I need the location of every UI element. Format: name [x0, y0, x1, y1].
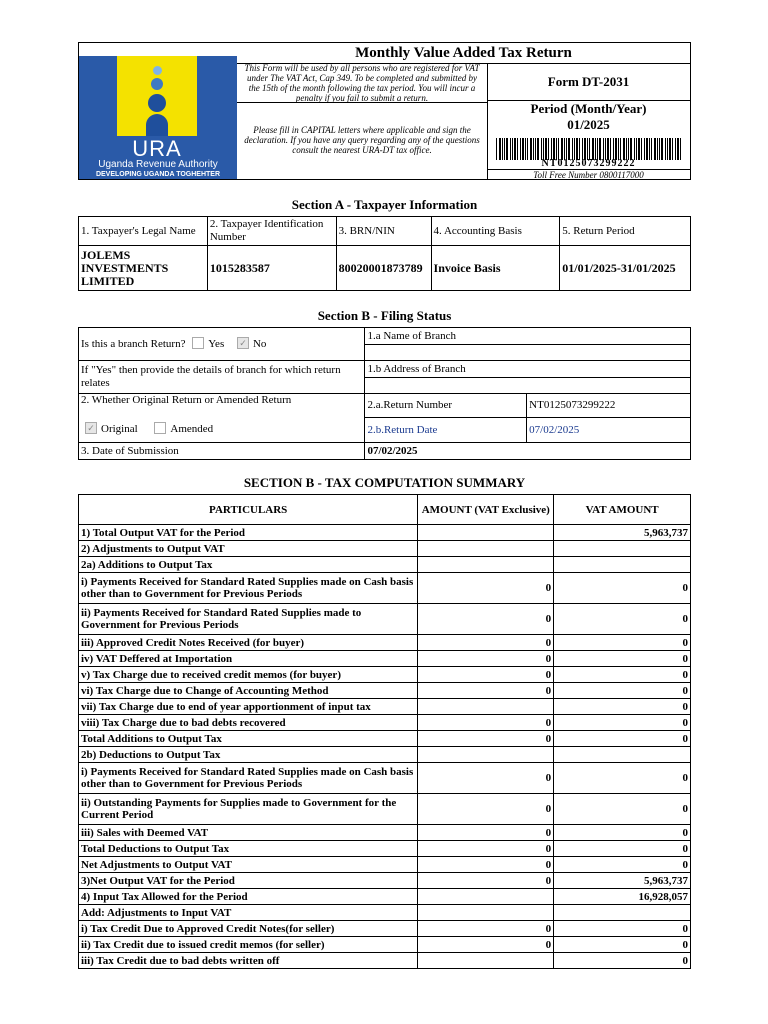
name-of-branch-label: 1.a Name of Branch	[365, 328, 691, 345]
row-particular: 4) Input Tax Allowed for the Period	[79, 889, 418, 905]
table-row	[79, 651, 691, 667]
table-row	[79, 604, 691, 635]
branch-question-cell	[79, 328, 365, 361]
period-value: 01/2025	[567, 117, 610, 132]
table-row	[79, 873, 691, 889]
no-checkbox[interactable]: ✓	[237, 337, 249, 349]
table-row	[79, 683, 691, 699]
filing-status-table	[78, 327, 691, 460]
table-row	[79, 921, 691, 937]
no-label: No	[252, 337, 267, 350]
row-amount: 0	[418, 683, 554, 699]
tax-computation-title: SECTION B - TAX COMPUTATION SUMMARY	[243, 475, 526, 490]
row-amount: 0	[418, 763, 554, 794]
row-particular: iii) Approved Credit Notes Received (for buyer)	[79, 635, 418, 651]
header-legal-name: 1. Taxpayer's Legal Name	[79, 217, 208, 246]
value-legal-name: JOLEMS INVESTMENTS LIMITED	[79, 246, 208, 291]
row-amount	[418, 525, 554, 541]
row-vat-amount: 0	[554, 953, 691, 969]
col-vat-amount: VAT AMOUNT	[554, 495, 691, 525]
table-row	[79, 715, 691, 731]
row-vat-amount: 0	[554, 604, 691, 635]
row-vat-amount: 0	[554, 699, 691, 715]
logo-text: URA	[132, 136, 182, 161]
row-vat-amount: 16,928,057	[554, 889, 691, 905]
row-amount	[418, 747, 554, 763]
row-particular: iii) Sales with Deemed VAT	[79, 825, 418, 841]
table-row	[79, 937, 691, 953]
row-vat-amount: 0	[554, 635, 691, 651]
row-particular: i) Tax Credit Due to Approved Credit Notes(for seller)	[79, 921, 418, 937]
row-particular: ii) Tax Credit due to issued credit memos (for seller)	[79, 937, 418, 953]
original-amended-cell	[79, 394, 365, 443]
row-vat-amount: 5,963,737	[554, 525, 691, 541]
row-vat-amount: 5,963,737	[554, 873, 691, 889]
section-b-title: Section B - Filing Status	[317, 308, 452, 323]
section-a-title: Section A - Taxpayer Information	[291, 197, 478, 212]
row-vat-amount: 0	[554, 921, 691, 937]
table-row	[79, 953, 691, 969]
row-amount: 0	[418, 651, 554, 667]
tax-rows	[79, 525, 691, 969]
name-of-branch-field[interactable]	[365, 345, 691, 361]
row-particular: Total Deductions to Output Tax	[79, 841, 418, 857]
row-amount	[418, 953, 554, 969]
table-row	[79, 857, 691, 873]
divider	[237, 102, 487, 103]
table-row	[79, 635, 691, 651]
branch-details-prompt: If "Yes" then provide the details of branch for which return relates	[79, 361, 365, 394]
row-particular: 2a) Additions to Output Tax	[79, 557, 418, 573]
taxpayer-info-table	[78, 216, 691, 291]
row-vat-amount: 0	[554, 651, 691, 667]
row-particular: ii) Payments Received for Standard Rated Supplies made to Government for Previous Periods	[79, 604, 418, 635]
table-row	[79, 841, 691, 857]
tax-computation-table	[78, 494, 691, 969]
col-particulars: PARTICULARS	[79, 495, 418, 525]
row-particular: vi) Tax Charge due to Change of Accounting Method	[79, 683, 418, 699]
row-amount: 0	[418, 937, 554, 953]
instruction-note-1: This Form will be used by all persons who are registered for VAT under The VAT Act, Cap 349. To be completed and submitted by the 15th of the month following the tax period. You will incur a penalty if you fail to submit a return.	[244, 63, 480, 103]
row-amount: 0	[418, 921, 554, 937]
row-vat-amount: 0	[554, 794, 691, 825]
row-vat-amount: 0	[554, 683, 691, 699]
row-amount: 0	[418, 715, 554, 731]
value-return-period: 01/01/2025-31/01/2025	[560, 246, 691, 291]
row-amount	[418, 905, 554, 921]
value-brn-nin: 80020001873789	[336, 246, 431, 291]
row-vat-amount: 0	[554, 857, 691, 873]
return-number-label: 2.a.Return Number	[365, 394, 527, 418]
row-amount: 0	[418, 731, 554, 747]
instruction-note-2: Please fill in CAPITAL letters where applicable and sign the declaration. If you have any query regarding any of the questions consult the nearest URA-DT tax office.	[244, 125, 480, 155]
authority-name: Uganda Revenue Authority	[98, 159, 218, 170]
row-vat-amount	[554, 557, 691, 573]
form-header	[78, 42, 691, 180]
logo-yellow-panel	[117, 56, 197, 136]
header-accounting-basis: 4. Accounting Basis	[431, 217, 560, 246]
row-particular: ii) Outstanding Payments for Supplies made to Government for the Current Period	[79, 794, 418, 825]
branch-question: Is this a branch Return?	[81, 337, 186, 350]
row-amount	[418, 889, 554, 905]
form-number: Form DT-2031	[487, 63, 690, 101]
value-tin: 1015283587	[207, 246, 336, 291]
row-vat-amount	[554, 541, 691, 557]
row-particular: iv) VAT Deffered at Importation	[79, 651, 418, 667]
date-of-submission-value: 07/02/2025	[365, 443, 691, 460]
row-amount: 0	[418, 857, 554, 873]
barcode	[496, 138, 682, 160]
row-vat-amount: 0	[554, 573, 691, 604]
toll-free-number: Toll Free Number 0800117000	[487, 169, 690, 180]
row-particular: 2) Adjustments to Output VAT	[79, 541, 418, 557]
row-amount: 0	[418, 841, 554, 857]
table-row	[79, 573, 691, 604]
address-of-branch-field[interactable]	[365, 378, 691, 394]
header-brn-nin: 3. BRN/NIN	[336, 217, 431, 246]
row-vat-amount: 0	[554, 731, 691, 747]
row-particular: Add: Adjustments to Input VAT	[79, 905, 418, 921]
original-label: Original	[101, 423, 138, 435]
table-row	[79, 667, 691, 683]
row-particular: 3)Net Output VAT for the Period	[79, 873, 418, 889]
amended-checkbox[interactable]	[154, 422, 166, 434]
row-particular: v) Tax Charge due to received credit memos (for buyer)	[79, 667, 418, 683]
return-date-value: 07/02/2025	[527, 418, 691, 443]
amended-label: Amended	[170, 423, 214, 435]
original-amended-question: 2. Whether Original Return or Amended Return	[81, 394, 292, 406]
form-instructions	[237, 63, 488, 179]
row-particular: vii) Tax Charge due to end of year apportionment of input tax	[79, 699, 418, 715]
row-particular: 2b) Deductions to Output Tax	[79, 747, 418, 763]
row-particular: i) Payments Received for Standard Rated Supplies made on Cash basis other than to Government for Previous Periods	[79, 573, 418, 604]
row-particular: iii) Tax Credit due to bad debts written off	[79, 953, 418, 969]
return-date-label: 2.b.Return Date	[365, 418, 527, 443]
header-tin: 2. Taxpayer Identification Number	[207, 217, 336, 246]
row-vat-amount: 0	[554, 715, 691, 731]
row-vat-amount: 0	[554, 841, 691, 857]
table-row	[79, 763, 691, 794]
return-number-value: NT0125073299222	[527, 394, 691, 418]
row-vat-amount: 0	[554, 667, 691, 683]
authority-slogan: DEVELOPING UGANDA TOGHEHTER	[95, 171, 221, 178]
form-title: Monthly Value Added Tax Return	[237, 43, 690, 64]
original-checkbox[interactable]: ✓	[85, 422, 97, 434]
table-row	[79, 794, 691, 825]
row-particular: Total Additions to Output Tax	[79, 731, 418, 747]
col-amount: AMOUNT (VAT Exclusive)	[418, 495, 554, 525]
value-accounting-basis: Invoice Basis	[431, 246, 560, 291]
table-row	[79, 825, 691, 841]
row-particular: viii) Tax Charge due to bad debts recovered	[79, 715, 418, 731]
row-amount: 0	[418, 873, 554, 889]
period-label: Period (Month/Year)	[530, 101, 647, 116]
row-amount: 0	[418, 573, 554, 604]
date-of-submission-label: 3. Date of Submission	[79, 443, 365, 460]
row-amount	[418, 557, 554, 573]
header-return-period: 5. Return Period	[560, 217, 691, 246]
ura-logo	[79, 43, 237, 179]
table-row	[79, 747, 691, 763]
row-amount: 0	[418, 825, 554, 841]
table-row	[79, 889, 691, 905]
row-particular: Net Adjustments to Output VAT	[79, 857, 418, 873]
table-row	[79, 525, 691, 541]
table-row	[79, 541, 691, 557]
row-amount: 0	[418, 635, 554, 651]
row-vat-amount	[554, 905, 691, 921]
row-vat-amount: 0	[554, 763, 691, 794]
row-amount: 0	[418, 667, 554, 683]
row-amount	[418, 699, 554, 715]
table-row	[79, 905, 691, 921]
row-amount	[418, 541, 554, 557]
yes-label: Yes	[208, 337, 225, 350]
table-row	[79, 557, 691, 573]
barcode-number: NT0125073299222	[541, 158, 636, 169]
table-row	[79, 731, 691, 747]
row-vat-amount	[554, 747, 691, 763]
row-particular: i) Payments Received for Standard Rated Supplies made on Cash basis other than to Government for Previous Periods	[79, 763, 418, 794]
table-row	[79, 699, 691, 715]
row-amount: 0	[418, 604, 554, 635]
address-of-branch-label: 1.b Address of Branch	[365, 361, 691, 378]
yes-checkbox[interactable]	[192, 337, 204, 349]
row-vat-amount: 0	[554, 825, 691, 841]
row-vat-amount: 0	[554, 937, 691, 953]
row-particular: 1) Total Output VAT for the Period	[79, 525, 418, 541]
row-amount: 0	[418, 794, 554, 825]
